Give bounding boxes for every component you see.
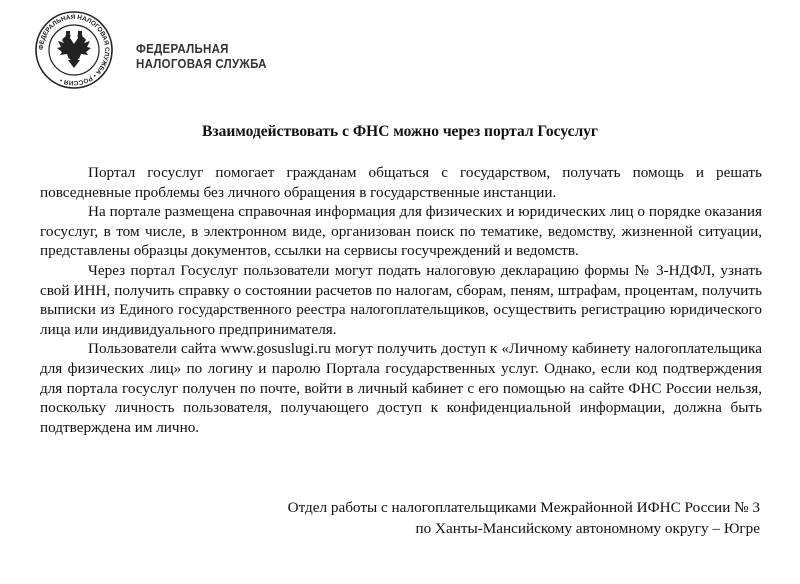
document-body xyxy=(40,163,762,437)
signature-line2: по Ханты-Мансийскому автономному округу – Югре xyxy=(415,520,760,537)
organization-name xyxy=(136,42,278,72)
paragraph: Пользователи сайта www.gosuslugi.ru могут получить доступ к «Личному кабинету налогоплательщика для физических лиц» по логину и паролю Портала государственных услуг. Однако, если код подтверждения для портала госуслуг получен по почте, войти в личный кабинет с его помощью на сайте ФНС России нельзя, поскольку личность пользователя, получающего доступ к конфиденциальной информации, должна быть подтверждена им лично. xyxy=(40,340,762,436)
org-name-line2: НАЛОГОВАЯ СЛУЖБА xyxy=(136,57,267,71)
paragraph: Через портал Госуслуг пользователи могут подать налоговую декларацию формы № 3-НДФЛ, узнать свой ИНН, получить справку о состоянии расчетов по налогам, сборам, пеням, штрафам, процентам, получить выписки из Единого государственного реестра налогоплательщиков, осуществить регистрацию юридического лица или индивидуального предпринимателя. xyxy=(40,261,762,338)
paragraph: На портале размещена справочная информация для физических и юридических лиц о порядке оказания госуслуг, в том числе, в электронном виде, организован поиск по тематике, ведомству, жизненной ситуации, представлены образцы документов, ссылки на сервисы госучреждений и ведомств. xyxy=(40,203,762,260)
fns-emblem-icon xyxy=(34,10,114,90)
document-title: Взаимодействовать с ФНС можно через портал Госуслуг xyxy=(202,123,598,140)
org-name-line1: ФЕДЕРАЛЬНАЯ xyxy=(136,42,229,56)
paragraph: Портал госуслуг помогает гражданам общаться с государством, получать помощь и решать повседневные проблемы без личного обращения в государственные инстанции. xyxy=(40,164,762,201)
signature-line1: Отдел работы с налогоплательщиками Межрайонной ИФНС России № 3 xyxy=(287,499,760,516)
svg-text:ФЕДЕРАЛЬНАЯ НАЛОГОВАЯ СЛУЖБА •: ФЕДЕРАЛЬНАЯ НАЛОГОВАЯ СЛУЖБА • РОССИЯ • xyxy=(37,13,111,87)
signature-block xyxy=(288,497,760,539)
